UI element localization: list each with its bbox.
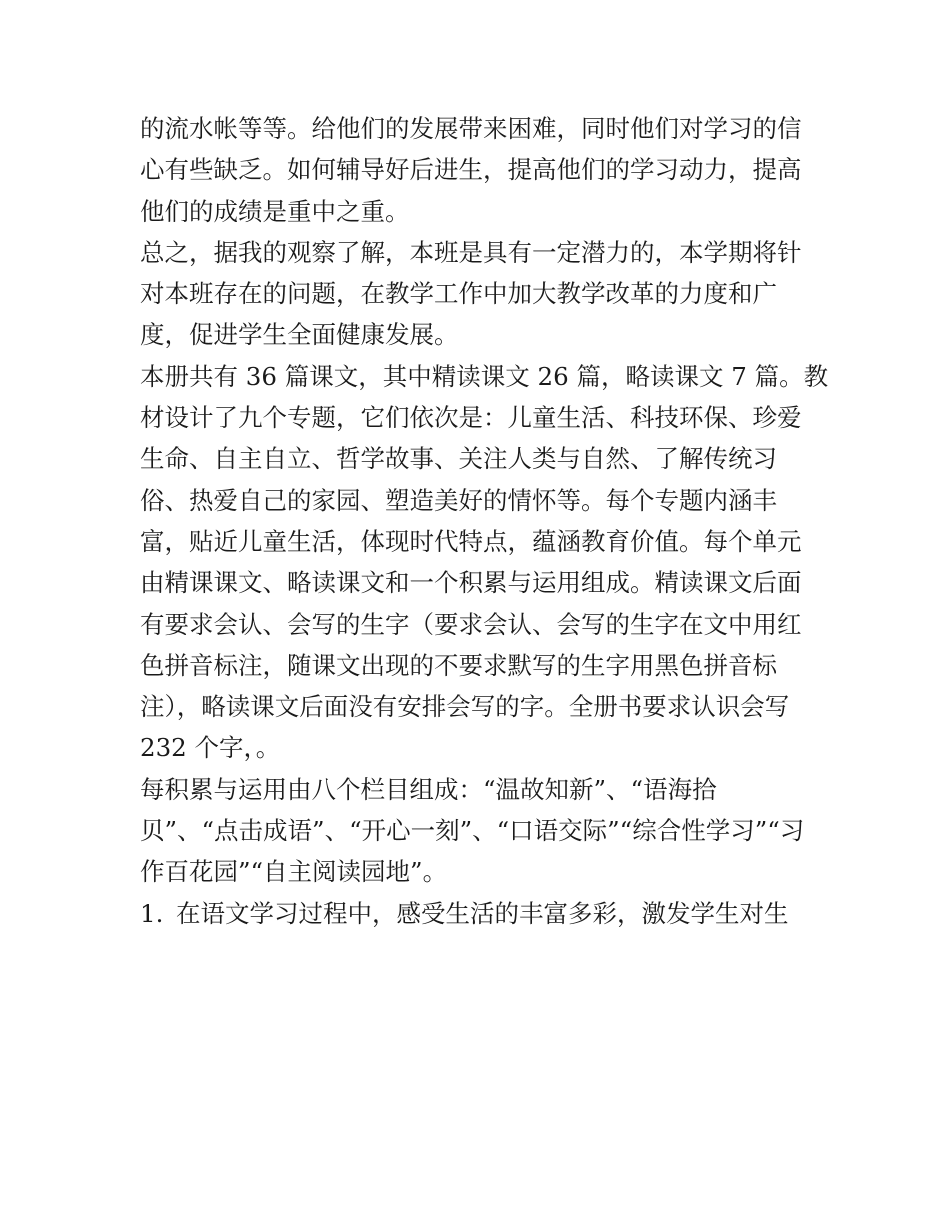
text-line: 俗、热爱自己的家园、塑造美好的情怀等。每个专题内涵丰 — [140, 485, 777, 515]
text-line: 每积累与运用由八个栏目组成：“温故知新”、“语海拾 — [140, 774, 717, 804]
paragraph-2 — [140, 232, 820, 356]
text-line: 总之，据我的观察了解，本班是具有一定潜力的，本学期将针 — [140, 237, 802, 267]
text-line: 232 个字，。 — [140, 733, 281, 763]
text-line: 他们的成绩是重中之重。 — [140, 196, 410, 226]
text-line: 注），略读课文后面没有安排会写的字。全册书要求认识会写 — [140, 692, 790, 722]
text-line: 本册共有 36 篇课文，其中精读课文 26 篇，略读课文 7 篇。教 — [140, 361, 829, 391]
text-line: 度，促进学生全面健康发展。 — [140, 320, 459, 350]
text-line: 的流水帐等等。给他们的发展带来困难，同时他们对学习的信 — [140, 114, 802, 143]
paragraph-3 — [140, 356, 829, 769]
list-item-text: 在语文学习过程中，感受生活的丰富多彩，激发学生对生 — [176, 898, 789, 928]
text-line: 色拼音标注，随课文出现的不要求默写的生字用黑色拼音标 — [140, 650, 777, 680]
text-line: 贝”、“点击成语”、“开心一刻”、“口语交际”“综合性学习”“习 — [140, 816, 805, 846]
text-line: 有要求会认、会写的生字（要求会认、会写的生字在文中用红 — [140, 609, 802, 639]
list-item-number: 1. — [140, 898, 164, 928]
paragraph-4 — [140, 769, 820, 893]
list-item — [140, 893, 820, 934]
paragraph-1 — [140, 108, 820, 232]
document-body — [140, 108, 829, 934]
text-line: 对本班存在的问题，在教学工作中加大教学改革的力度和广 — [140, 279, 777, 309]
text-line: 材设计了九个专题，它们依次是：儿童生活、科技环保、珍爱 — [140, 403, 802, 433]
text-line: 心有些缺乏。如何辅导好后进生，提高他们的学习动力，提高 — [140, 155, 802, 185]
text-line: 富，贴近儿童生活，体现时代特点，蕴涵教育价值。每个单元 — [140, 526, 802, 556]
text-line: 生命、自主自立、哲学故事、关注人类与自然、了解传统习 — [140, 444, 777, 474]
text-line: 由精课课文、略读课文和一个积累与运用组成。精读课文后面 — [140, 568, 802, 598]
text-line: 作百花园”“自主阅读园地”。 — [140, 857, 448, 887]
